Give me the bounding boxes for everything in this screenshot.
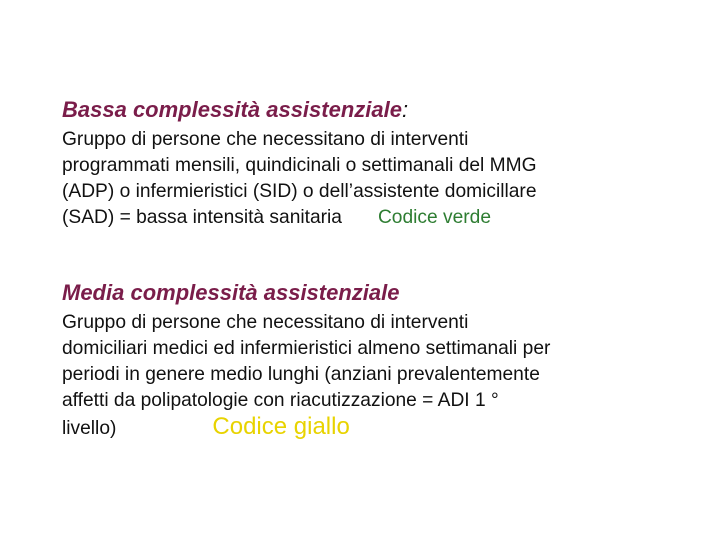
text-line: domiciliari medici ed infermieristici almeno settimanali per <box>62 338 551 359</box>
heading-title: Media complessità assistenziale <box>62 280 400 305</box>
text-line: livello) <box>62 418 117 439</box>
section-description <box>62 310 702 442</box>
text-line: periodi in genere medio lunghi (anziani prevalentemente <box>62 364 540 385</box>
text-line: (SAD) = bassa intensità sanitaria <box>62 207 342 228</box>
text-line-with-code <box>62 414 702 442</box>
code-label-yellow: Codice giallo <box>212 413 350 440</box>
text-line: (ADP) o infermieristici (SID) o dell’assistente domicillare <box>62 181 537 202</box>
section-heading <box>62 96 702 124</box>
section-medium-complexity <box>62 279 702 442</box>
section-low-complexity <box>62 96 702 231</box>
text-line: Gruppo di persone che necessitano di interventi <box>62 129 469 150</box>
heading-title: Bassa complessità assistenziale <box>62 97 402 122</box>
section-description <box>62 127 702 231</box>
section-heading <box>62 279 702 307</box>
text-line: Gruppo di persone che necessitano di interventi <box>62 312 469 333</box>
text-line-with-code <box>62 205 702 231</box>
code-label-green: Codice verde <box>377 207 492 228</box>
heading-colon: : <box>401 97 409 122</box>
text-line: programmati mensili, quindicinali o settimanali del MMG <box>62 155 537 176</box>
text-line: affetti da polipatologie con riacutizzazione = ADI 1 ° <box>62 390 499 411</box>
